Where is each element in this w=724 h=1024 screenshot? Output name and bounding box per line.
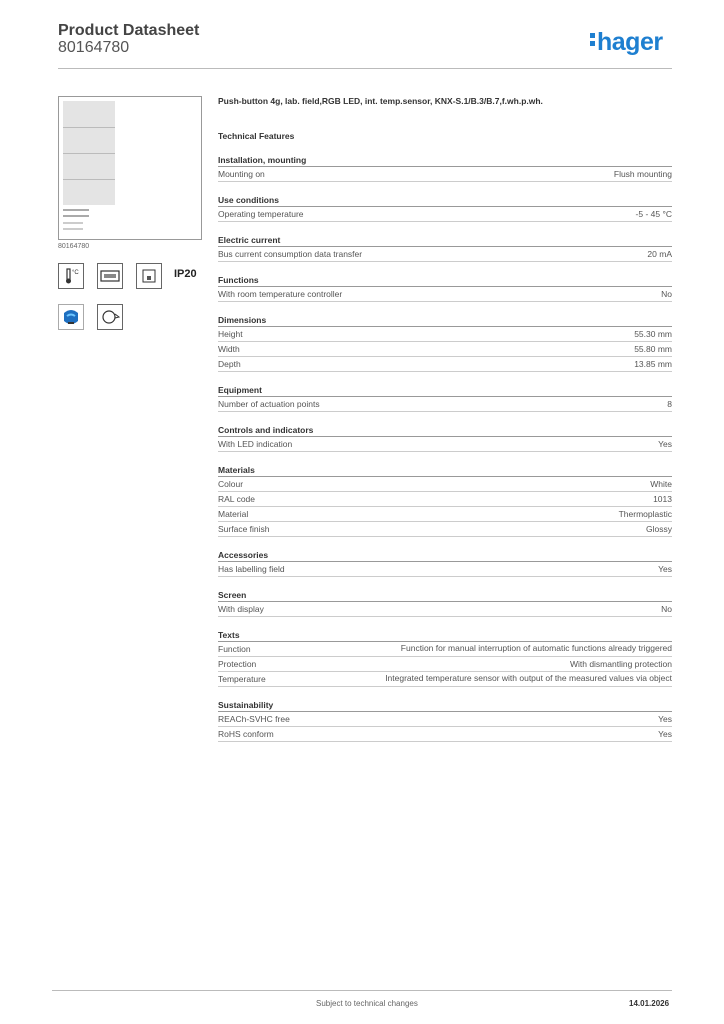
feature-label: RAL code [218, 494, 256, 504]
image-caption: 80164780 [58, 243, 90, 250]
product-description: Push-button 4g, lab. field,RGB LED, int. temp.sensor, KNX-S.1/B.3/B.7,f.wh.p.wh. [218, 96, 543, 106]
feature-value: 8 [667, 399, 672, 409]
feature-label: With room temperature controller [218, 289, 343, 299]
feature-value: No [661, 604, 672, 614]
feature-value: Integrated temperature sensor with output of the measured values via object [385, 673, 672, 683]
feature-label: With display [218, 604, 264, 614]
header-divider [58, 68, 672, 69]
feature-row [218, 642, 672, 657]
feature-row [218, 492, 672, 507]
feature-label: With LED indication [218, 439, 293, 449]
feature-value: 1013 [653, 494, 672, 504]
feature-value: 20 mA [647, 249, 672, 259]
temperature-icon [58, 263, 84, 289]
feature-row [218, 602, 672, 617]
feature-row [218, 522, 672, 537]
footer-divider [52, 990, 672, 991]
product-number: 80164780 [58, 39, 130, 56]
logo-dots-icon [590, 30, 595, 49]
feature-sections [218, 151, 672, 751]
feature-label: Mounting on [218, 169, 265, 179]
feature-value: Glossy [646, 524, 672, 534]
feature-value: Function for manual interruption of automatic functions already triggered [400, 643, 672, 653]
feature-row [218, 357, 672, 372]
section-title: Electric current [218, 231, 672, 247]
feature-label: Width [218, 344, 240, 354]
section-title: Controls and indicators [218, 421, 672, 437]
feature-row [218, 327, 672, 342]
feature-label: Bus current consumption data transfer [218, 249, 363, 259]
footer-date: 14.01.2026 [629, 999, 670, 1008]
technical-features-heading: Technical Features [218, 131, 295, 141]
feature-row [218, 507, 672, 522]
section-title: Materials [218, 461, 672, 477]
footer-note: Subject to technical changes [316, 999, 418, 1008]
feature-label: REACh-SVHC free [218, 714, 290, 724]
feature-label: Depth [218, 359, 241, 369]
feature-label: Operating temperature [218, 209, 304, 219]
feature-label: Surface finish [218, 524, 270, 534]
feature-value: -5 - 45 °C [635, 209, 672, 219]
feature-value: 13.85 mm [634, 359, 672, 369]
feature-row [218, 477, 672, 492]
ip-rating: IP20 [174, 268, 197, 280]
product-picture [63, 101, 115, 205]
section-title: Functions [218, 271, 672, 287]
feature-label: Height [218, 329, 243, 339]
feature-row [218, 657, 672, 672]
feature-row [218, 437, 672, 452]
feature-value: Yes [658, 729, 672, 739]
feature-value: Flush mounting [613, 169, 672, 179]
feature-value: Yes [658, 714, 672, 724]
sensor-icon [136, 263, 162, 289]
feature-row [218, 672, 672, 687]
section-title: Screen [218, 586, 672, 602]
feature-row [218, 167, 672, 182]
feature-row [218, 207, 672, 222]
feature-value: 55.30 mm [634, 329, 672, 339]
section-title: Texts [218, 626, 672, 642]
feature-row [218, 397, 672, 412]
section-title: Equipment [218, 381, 672, 397]
brand-logo [590, 28, 663, 57]
feature-row [218, 342, 672, 357]
feature-row [218, 727, 672, 742]
feature-value: Yes [658, 439, 672, 449]
feature-value: With dismantling protection [569, 659, 672, 669]
display-panel-icon [97, 263, 123, 289]
feature-value: No [661, 289, 672, 299]
feature-label: Protection [218, 659, 257, 669]
section-title: Use conditions [218, 191, 672, 207]
feature-row [218, 712, 672, 727]
rotation-icon [97, 304, 123, 330]
section-title: Dimensions [218, 311, 672, 327]
feature-label: RoHS conform [218, 729, 274, 739]
feature-label: Colour [218, 479, 244, 489]
feature-label: Temperature [218, 674, 266, 684]
feature-row [218, 287, 672, 302]
feature-row [218, 247, 672, 262]
feature-label: Function [218, 644, 251, 654]
feature-label: Has labelling field [218, 564, 285, 574]
ecolabel-icon [58, 304, 84, 330]
page-title: Product Datasheet [58, 22, 200, 39]
product-image [58, 96, 202, 240]
feature-row [218, 562, 672, 577]
section-title: Accessories [218, 546, 672, 562]
section-title: Installation, mounting [218, 151, 672, 167]
brand-name: hager [597, 28, 663, 56]
feature-value: White [650, 479, 672, 489]
feature-value: Thermoplastic [618, 509, 672, 519]
section-title: Sustainability [218, 696, 672, 712]
feature-label: Material [218, 509, 249, 519]
svg-text:°C: °C [72, 270, 79, 276]
feature-value: Yes [658, 564, 672, 574]
feature-value: 55.80 mm [634, 344, 672, 354]
feature-label: Number of actuation points [218, 399, 320, 409]
